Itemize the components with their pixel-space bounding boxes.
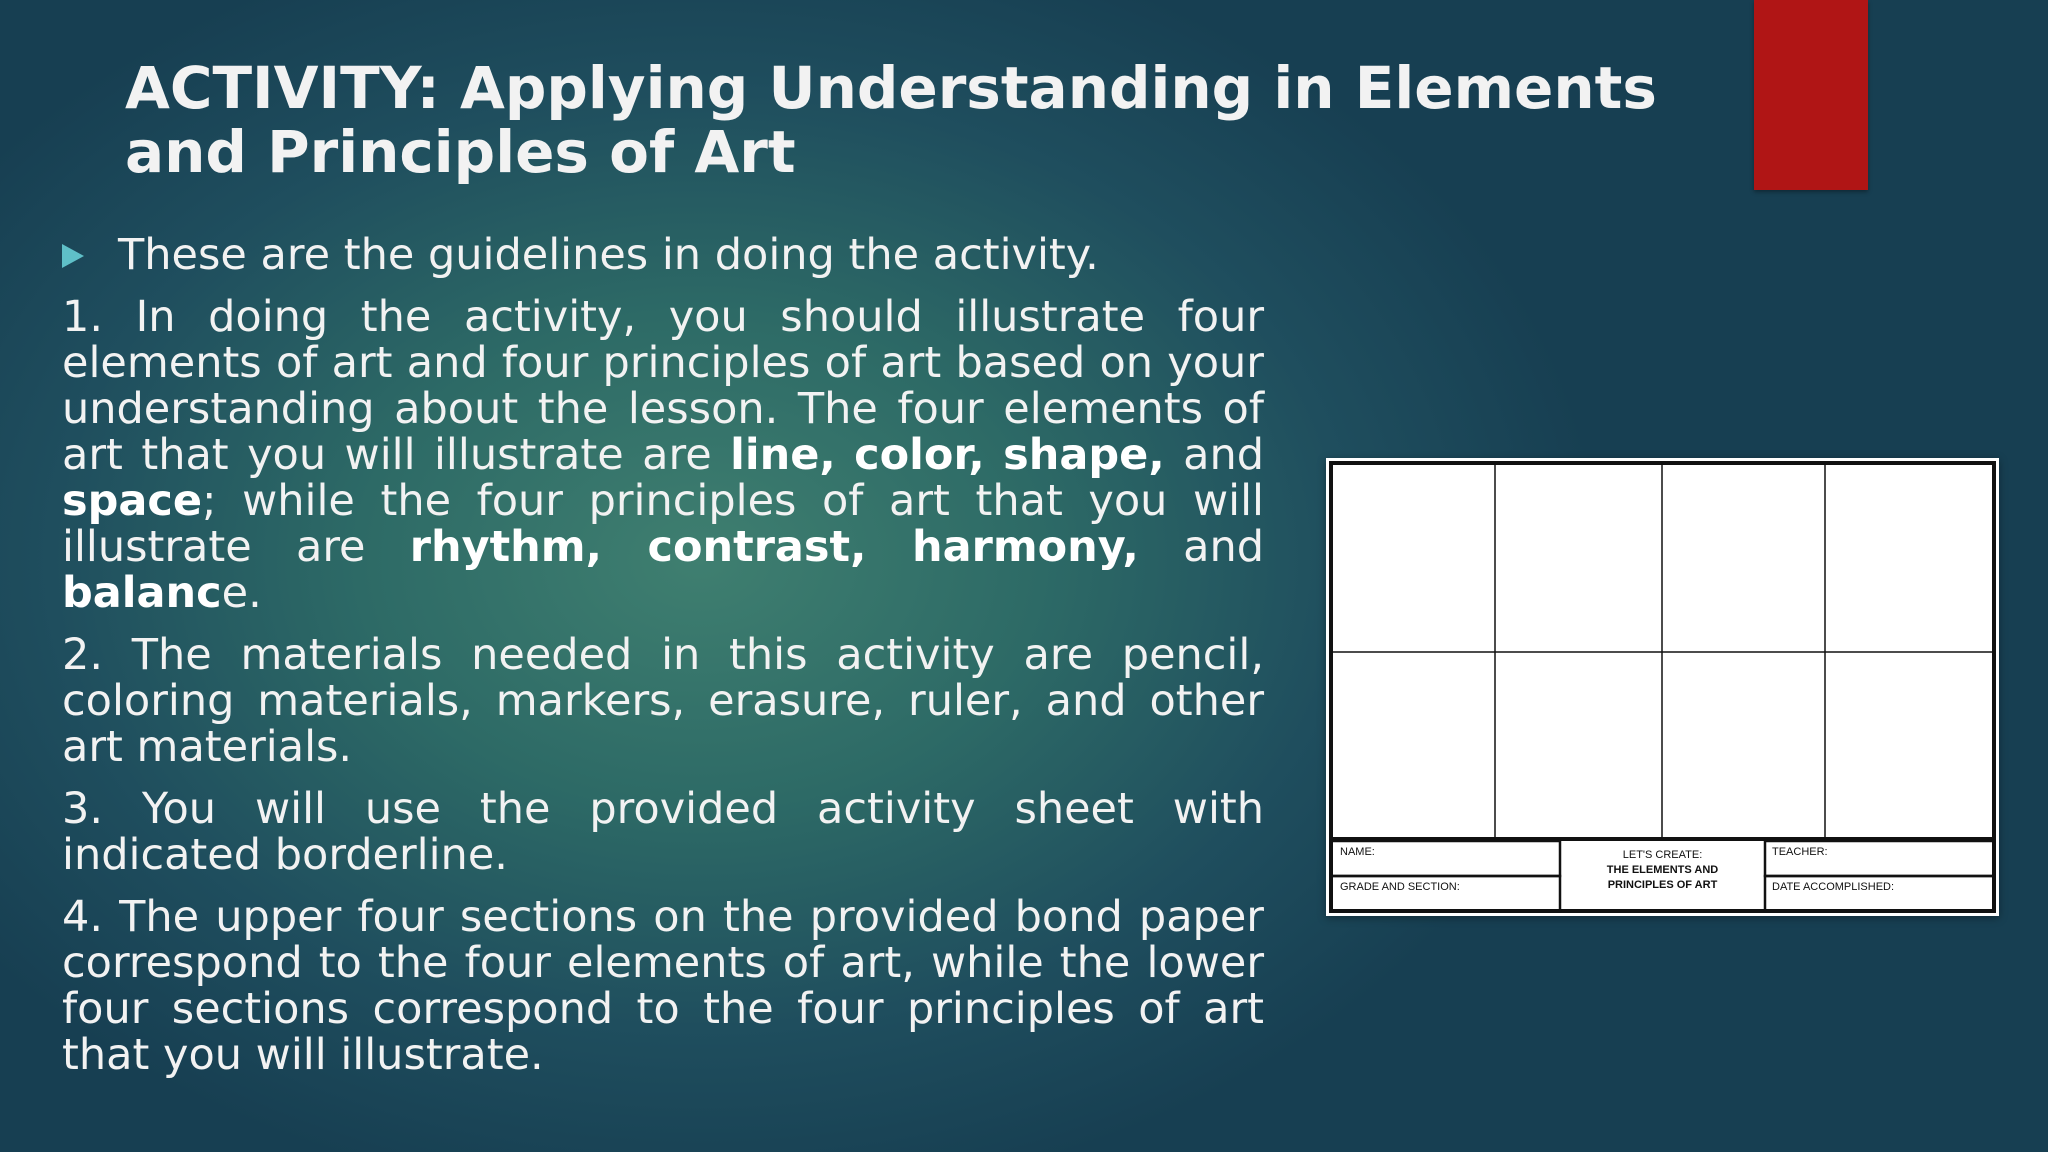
guideline-2: 2. The materials needed in this activity are pencil, coloring materials, markers, erasure, ruler, and other art materials.	[62, 630, 1264, 772]
triangle-bullet-icon	[62, 244, 84, 268]
guideline-3: 3. You will use the provided activity sheet with indicated borderline.	[62, 784, 1264, 880]
sheet-title-line-3: PRINCIPLES OF ART	[1607, 879, 1718, 891]
term-line: line,	[730, 430, 836, 480]
conjunction: and	[1138, 522, 1264, 572]
accent-bar	[1754, 0, 1868, 190]
conjunction: and	[1164, 430, 1265, 480]
guideline-1	[62, 294, 1264, 616]
date-label: DATE ACCOMPLISHED:	[1772, 881, 1895, 893]
term-contrast: contrast,	[647, 522, 867, 572]
guideline-1-end: e.	[221, 568, 262, 618]
slide-content	[62, 232, 1264, 1094]
guideline-1-text: 1. In doing the activity, you should illustrate four elements of art and four principles of art based on your understanding about the lesson. The four elements of art that you will illustrate are	[62, 292, 1264, 480]
term-color: color,	[854, 430, 985, 480]
intro-text: These are the guidelines in doing the activity.	[118, 230, 1099, 280]
spacer	[836, 430, 854, 480]
term-rhythm: rhythm,	[409, 522, 602, 572]
term-shape: shape,	[1003, 430, 1165, 480]
activity-sheet-image	[1326, 458, 1999, 916]
grade-label: GRADE AND SECTION:	[1340, 881, 1460, 893]
spacer	[985, 430, 1003, 480]
slide-title: ACTIVITY: Applying Understanding in Elements and Principles of Art	[125, 54, 1657, 186]
name-label: NAME:	[1340, 846, 1375, 858]
term-harmony: harmony,	[912, 522, 1139, 572]
spacer	[866, 522, 912, 572]
term-balance: balanc	[62, 568, 222, 618]
sheet-title-line-2: THE ELEMENTS AND	[1606, 864, 1719, 876]
term-space: space	[62, 476, 203, 526]
sheet-title-line-1: LET'S CREATE:	[1622, 849, 1703, 861]
guideline-4: 4. The upper four sections on the provided bond paper correspond to the four elements of art, while the lower four sections correspond to the four principles of art that you will illustrate.	[62, 892, 1264, 1080]
spacer	[602, 522, 648, 572]
intro-bullet	[62, 232, 1264, 278]
guideline-1-text-2: ; while the four principles of art that you will illustrate are	[62, 476, 1264, 572]
teacher-label: TEACHER:	[1772, 846, 1828, 858]
sheet-title-block	[1566, 848, 1759, 893]
